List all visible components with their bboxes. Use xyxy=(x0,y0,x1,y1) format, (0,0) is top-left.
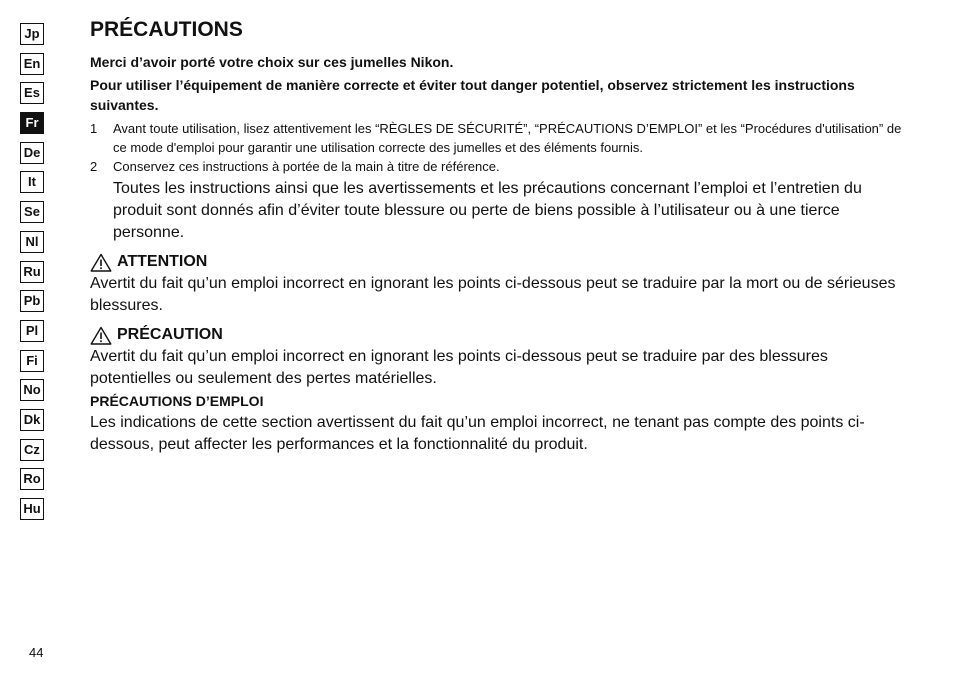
list-item-text: Conservez ces instructions à portée de la main à titre de référence. xyxy=(113,159,500,174)
lang-tab-pl[interactable]: Pl xyxy=(20,320,44,342)
main-content xyxy=(90,16,910,456)
intro-instructions: Pour utiliser l’équipement de manière correcte et éviter tout danger potentiel, observez strictement les instructions suivantes. xyxy=(90,77,855,113)
lang-tab-es[interactable]: Es xyxy=(20,82,44,104)
lang-tab-nl[interactable]: Nl xyxy=(20,231,44,253)
lang-tab-it[interactable]: It xyxy=(20,171,44,193)
precaution-heading-label: PRÉCAUTION xyxy=(117,326,223,343)
lang-tab-fi[interactable]: Fi xyxy=(20,350,44,372)
intro-thanks: Merci d’avoir porté votre choix sur ces jumelles Nikon. xyxy=(90,54,454,70)
lang-tab-no[interactable]: No xyxy=(20,379,44,401)
page-number: 44 xyxy=(29,645,44,660)
lang-tab-hu[interactable]: Hu xyxy=(20,498,44,520)
warning-triangle-icon xyxy=(90,253,112,272)
page-title: PRÉCAUTIONS xyxy=(90,18,243,41)
lang-tab-ru[interactable]: Ru xyxy=(20,261,44,283)
list-item xyxy=(90,119,910,157)
lang-tab-ro[interactable]: Ro xyxy=(20,468,44,490)
list-item-number: 2 xyxy=(90,159,98,174)
usage-text: Les indications de cette section avertissent du fait qu’un emploi incorrect, ne tenant pas compte des points ci-dessous, peut affecter les performances et la fonctionnalité du produit. xyxy=(90,414,865,453)
lang-tab-pb[interactable]: Pb xyxy=(20,290,44,312)
attention-heading-label: ATTENTION xyxy=(117,253,208,270)
list-item-text: Avant toute utilisation, lisez attentivement les “RÈGLES DE SÉCURITÉ”, “PRÉCAUTIONS D’EMPLOI” et les “Procédures d'utilisation” de ce mode d'emploi pour garantir une utilisation correcte des jumelles et des éléments fournis. xyxy=(113,121,902,155)
list-item-number: 1 xyxy=(90,121,98,136)
lang-tab-de[interactable]: De xyxy=(20,142,44,164)
attention-text: Avertit du fait qu’un emploi incorrect en ignorant les points ci-dessous peut se traduire par la mort ou de sérieuses blessures. xyxy=(90,275,896,314)
lang-tab-cz[interactable]: Cz xyxy=(20,439,44,461)
lang-tab-fr[interactable]: Fr xyxy=(20,112,44,134)
lang-tab-se[interactable]: Se xyxy=(20,201,44,223)
lang-tab-jp[interactable]: Jp xyxy=(20,23,44,45)
precaution-heading xyxy=(90,324,910,346)
note-text: Toutes les instructions ainsi que les avertissements et les précautions concernant l’emploi et l’entretien du produit sont donnés afin d’éviter toute blessure ou perte de biens possible à l’utilisateur ou à une tierce personne. xyxy=(113,180,862,241)
language-tabs xyxy=(20,23,44,528)
numbered-list xyxy=(90,119,910,176)
lang-tab-en[interactable]: En xyxy=(20,53,44,75)
warning-triangle-icon xyxy=(90,326,112,345)
attention-heading xyxy=(90,251,910,273)
list-item xyxy=(90,157,910,176)
usage-heading: PRÉCAUTIONS D’EMPLOI xyxy=(90,393,264,409)
precaution-text: Avertit du fait qu’un emploi incorrect en ignorant les points ci-dessous peut se traduire par des blessures potentielles ou seulement des pertes matérielles. xyxy=(90,348,828,387)
lang-tab-dk[interactable]: Dk xyxy=(20,409,44,431)
